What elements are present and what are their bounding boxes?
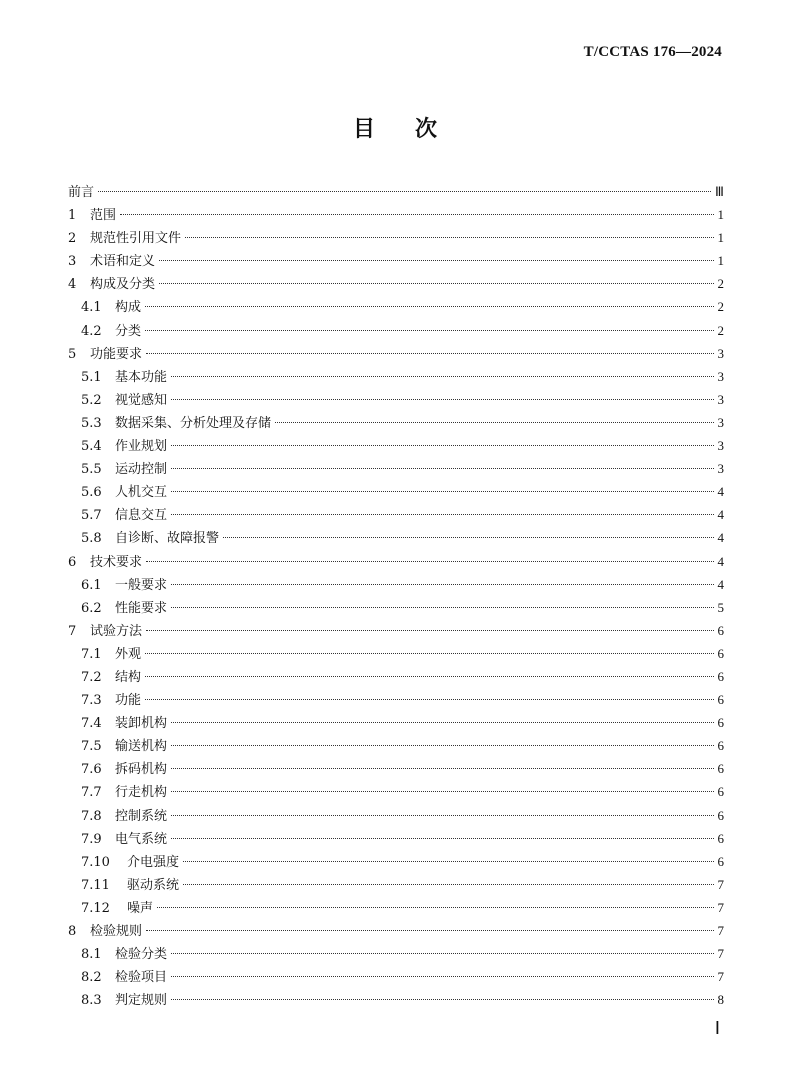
toc-entry-number: 1: [68, 208, 77, 224]
dot-leader: [146, 930, 713, 931]
toc-entry[interactable]: [68, 503, 724, 526]
toc-entry-label: 行走机构: [115, 785, 168, 801]
toc-entry-label: 检验分类: [115, 947, 168, 963]
toc-entry-number: 7.9: [81, 831, 102, 847]
dot-leader: [171, 607, 713, 608]
toc-entry-number: 8.2: [81, 970, 102, 986]
toc-entry-label: 装卸机构: [115, 716, 168, 732]
toc-entry-number: 3: [68, 254, 77, 270]
toc-entry-number: 7.6: [81, 762, 102, 778]
dot-leader: [159, 260, 713, 261]
toc-entry-number: 2: [68, 231, 77, 247]
toc-entry-label: 作业规划: [115, 439, 168, 455]
toc-entry-label: 检验规则: [90, 924, 143, 939]
toc-entry-number: 6.2: [81, 600, 102, 616]
toc-entry-label: 构成: [115, 300, 142, 316]
dot-leader: [223, 537, 713, 538]
toc-entry-page: 6: [717, 853, 724, 869]
toc-entry-number: 7.1: [81, 646, 102, 662]
toc-entry[interactable]: [68, 711, 724, 734]
toc-entry-page: 7: [717, 876, 724, 892]
toc-entry-label: 性能要求: [115, 600, 168, 616]
toc-entry-number: 5: [68, 346, 77, 362]
toc-entry-page: 7: [717, 899, 724, 915]
toc-entry-label: 规范性引用文件: [90, 231, 182, 247]
toc-entry-number: 7: [68, 623, 77, 639]
toc-entry-page: 3: [717, 368, 724, 384]
toc-entry[interactable]: [68, 780, 724, 803]
table-of-contents: [68, 180, 724, 1011]
toc-entry-label: 判定规则: [115, 993, 168, 1009]
toc-entry-number: 5.3: [81, 415, 102, 431]
toc-entry[interactable]: [68, 180, 724, 203]
page-number: Ⅰ: [714, 1018, 720, 1038]
toc-entry-page: 4: [717, 576, 724, 592]
toc-entry[interactable]: [68, 988, 724, 1011]
toc-entry-page: 3: [717, 438, 724, 454]
toc-entry-number: 5.8: [81, 531, 102, 547]
toc-entry-page: 7: [717, 923, 724, 938]
toc-entry-page: 3: [717, 345, 724, 361]
dot-leader: [146, 353, 713, 354]
dot-leader: [146, 561, 713, 562]
toc-entry[interactable]: [68, 550, 724, 573]
toc-entry-page: 3: [717, 414, 724, 430]
dot-leader: [171, 514, 713, 515]
toc-entry[interactable]: [68, 457, 724, 480]
toc-entry-label: 试验方法: [90, 623, 143, 639]
toc-entry[interactable]: [68, 642, 724, 665]
toc-entry-number: 7.11: [81, 877, 110, 893]
toc-entry-page: 4: [717, 507, 724, 523]
toc-entry-number: 5.4: [81, 439, 102, 455]
dot-leader: [171, 953, 713, 954]
dot-leader: [159, 283, 713, 284]
toc-entry[interactable]: [68, 827, 724, 850]
dot-leader: [145, 653, 713, 654]
toc-entry-page: 2: [717, 276, 724, 292]
toc-entry-label: 电气系统: [115, 831, 168, 847]
toc-entry-number: 8: [68, 924, 77, 939]
toc-entry-label: 拆码机构: [115, 762, 168, 778]
dot-leader: [275, 422, 713, 423]
dot-leader: [145, 699, 713, 700]
toc-entry[interactable]: [68, 226, 724, 249]
toc-entry-number: 5.1: [81, 369, 102, 385]
toc-entry[interactable]: [68, 619, 724, 642]
toc-entry-page: 8: [717, 992, 724, 1008]
toc-entry[interactable]: [68, 480, 724, 503]
toc-entry-number: 6: [68, 554, 77, 570]
dot-leader: [171, 768, 713, 769]
toc-entry[interactable]: [68, 411, 724, 434]
toc-entry-label: 前言: [68, 185, 95, 200]
toc-entry-label: 数据采集、分析处理及存储: [115, 415, 272, 431]
toc-entry-page: 5: [717, 599, 724, 615]
toc-entry[interactable]: [68, 873, 724, 896]
toc-entry[interactable]: [68, 388, 724, 411]
toc-entry[interactable]: [68, 757, 724, 780]
dot-leader: [171, 976, 713, 977]
dot-leader: [145, 676, 713, 677]
toc-entry-page: 4: [717, 530, 724, 546]
dot-leader: [171, 468, 713, 469]
dot-leader: [171, 399, 713, 400]
toc-entry-label: 控制系统: [115, 808, 168, 824]
toc-entry[interactable]: [68, 919, 724, 942]
toc-entry-label: 输送机构: [115, 739, 168, 755]
toc-entry-label: 结构: [115, 669, 142, 685]
toc-entry-page: 6: [717, 692, 724, 708]
toc-entry-label: 人机交互: [115, 485, 168, 501]
toc-entry[interactable]: [68, 319, 724, 342]
toc-entry-page: 6: [717, 784, 724, 800]
toc-entry-page: 6: [717, 715, 724, 731]
toc-entry[interactable]: [68, 295, 724, 318]
toc-entry-number: 5.5: [81, 462, 102, 478]
toc-entry-number: 8.1: [81, 947, 102, 963]
toc-entry[interactable]: [68, 804, 724, 827]
toc-entry[interactable]: [68, 665, 724, 688]
toc-entry-page: 4: [717, 553, 724, 569]
toc-entry[interactable]: [68, 596, 724, 619]
toc-entry-page: 6: [717, 830, 724, 846]
toc-entry-number: 4: [68, 277, 77, 293]
toc-entry[interactable]: [68, 434, 724, 457]
toc-entry-number: 7.7: [81, 785, 102, 801]
toc-entry[interactable]: [68, 688, 724, 711]
toc-entry-page: 7: [717, 946, 724, 962]
toc-entry[interactable]: [68, 526, 724, 549]
document-code: T/CCTAS 176—2024: [583, 44, 722, 60]
toc-entry-page: 2: [717, 299, 724, 315]
toc-entry[interactable]: [68, 342, 724, 365]
toc-entry-number: 5.6: [81, 485, 102, 501]
dot-leader: [171, 999, 713, 1000]
dot-leader: [171, 791, 713, 792]
dot-leader: [171, 815, 713, 816]
toc-entry-label: 信息交互: [115, 508, 168, 524]
toc-entry-number: 7.4: [81, 716, 102, 732]
dot-leader: [98, 191, 711, 192]
toc-entry-label: 驱动系统: [127, 877, 180, 893]
toc-entry-page: 2: [717, 322, 724, 338]
toc-entry[interactable]: [68, 365, 724, 388]
toc-entry-label: 自诊断、故障报警: [115, 531, 220, 547]
toc-entry-page: 6: [717, 622, 724, 638]
toc-entry-label: 一般要求: [115, 577, 168, 593]
dot-leader: [145, 306, 713, 307]
dot-leader: [171, 584, 713, 585]
toc-entry-page: 6: [717, 645, 724, 661]
dot-leader: [146, 630, 713, 631]
toc-entry-number: 7.5: [81, 739, 102, 755]
toc-entry[interactable]: [68, 272, 724, 295]
toc-entry-label: 术语和定义: [90, 254, 156, 270]
dot-leader: [183, 884, 713, 885]
toc-entry[interactable]: [68, 965, 724, 988]
toc-entry-label: 视觉感知: [115, 392, 168, 408]
toc-entry-label: 噪声: [127, 900, 154, 916]
dot-leader: [183, 861, 713, 862]
toc-entry-page: 1: [717, 230, 724, 246]
toc-entry-page: 4: [717, 484, 724, 500]
toc-entry[interactable]: [68, 573, 724, 596]
toc-entry[interactable]: [68, 942, 724, 965]
toc-entry-page: 7: [717, 969, 724, 985]
toc-entry-page: 1: [717, 207, 724, 223]
toc-entry[interactable]: [68, 203, 724, 226]
toc-entry-page: 6: [717, 807, 724, 823]
toc-entry-page: Ⅲ: [715, 184, 724, 199]
dot-leader: [171, 445, 713, 446]
toc-entry[interactable]: [68, 734, 724, 757]
toc-entry-page: 3: [717, 391, 724, 407]
toc-entry-label: 范围: [90, 208, 117, 224]
dot-leader: [157, 907, 713, 908]
toc-entry-number: 8.3: [81, 993, 102, 1009]
toc-entry[interactable]: [68, 850, 724, 873]
toc-entry-label: 外观: [115, 646, 142, 662]
toc-entry-number: 5.2: [81, 392, 102, 408]
toc-entry[interactable]: [68, 249, 724, 272]
toc-entry-label: 运动控制: [115, 462, 168, 478]
toc-entry-number: 7.3: [81, 693, 102, 709]
toc-entry-label: 介电强度: [127, 854, 180, 870]
toc-entry-number: 4.2: [81, 323, 102, 339]
toc-entry-number: 7.2: [81, 669, 102, 685]
toc-entry-page: 6: [717, 761, 724, 777]
toc-entry-number: 5.7: [81, 508, 102, 524]
dot-leader: [185, 237, 713, 238]
toc-entry-number: 7.10: [81, 854, 110, 870]
toc-entry-number: 4.1: [81, 300, 102, 316]
toc-entry-number: 6.1: [81, 577, 102, 593]
toc-entry[interactable]: [68, 896, 724, 919]
page-title: [0, 112, 790, 143]
toc-entry-page: 3: [717, 461, 724, 477]
toc-entry-label: 功能: [115, 693, 142, 709]
title-char-2: 次: [415, 116, 438, 142]
toc-entry-page: 6: [717, 668, 724, 684]
dot-leader: [171, 376, 713, 377]
toc-entry-label: 技术要求: [90, 554, 143, 570]
toc-entry-label: 构成及分类: [90, 277, 156, 293]
dot-leader: [171, 838, 713, 839]
toc-entry-page: 6: [717, 738, 724, 754]
toc-entry-page: 1: [717, 253, 724, 269]
title-char-1: 目: [352, 116, 375, 142]
dot-leader: [171, 745, 713, 746]
toc-entry-number: 7.12: [81, 900, 110, 916]
dot-leader: [145, 330, 713, 331]
toc-entry-label: 基本功能: [115, 369, 168, 385]
toc-entry-label: 分类: [115, 323, 142, 339]
toc-entry-label: 功能要求: [90, 346, 143, 362]
dot-leader: [171, 722, 713, 723]
toc-entry-number: 7.8: [81, 808, 102, 824]
dot-leader: [171, 491, 713, 492]
toc-entry-label: 检验项目: [115, 970, 168, 986]
dot-leader: [120, 214, 713, 215]
